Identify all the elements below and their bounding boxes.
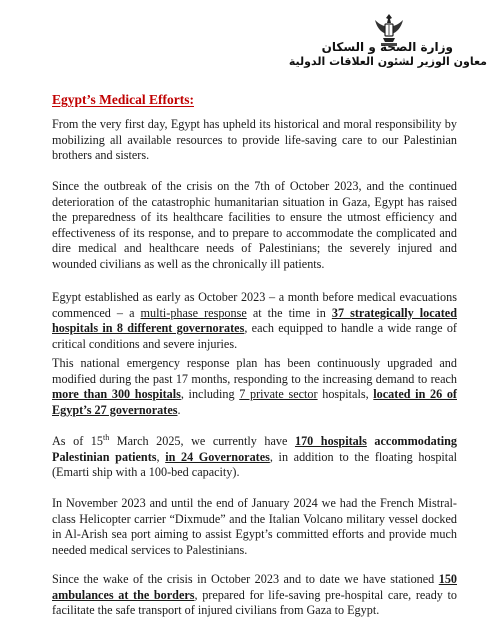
page-title: Egypt’s Medical Efforts: bbox=[52, 92, 194, 107]
paragraph-ambulances bbox=[52, 572, 457, 619]
highlighted-phrase: 37 strategically located hospitals in 8 different governorates bbox=[52, 305, 457, 336]
highlighted-phrase: 170 hospitals bbox=[294, 434, 367, 448]
underlined-phrase: 7 private sector bbox=[239, 387, 318, 402]
ministry-department: معاون الوزير لشئون العلاقات الدولية bbox=[288, 55, 487, 68]
bold-phrase: accommodating Palestinian patients bbox=[52, 434, 458, 464]
underlined-phrase: multi-phase response bbox=[140, 305, 247, 320]
text-run: hospitals, bbox=[317, 387, 374, 402]
paragraph-early-response bbox=[52, 290, 457, 352]
ordinal-suffix: th bbox=[102, 432, 110, 442]
paragraph-intro: From the very first day, Egypt has upheld its historical and moral responsibility by mobilizing all available resources to provide life-saving care to our Palestinian brothers and sisters. bbox=[52, 117, 457, 163]
highlighted-phrase: 150 ambulances at the borders bbox=[52, 572, 457, 602]
text-run: , in addition to the floating hospital (Emarti ship with a 100-bed capacity). bbox=[52, 449, 457, 480]
paragraph-outbreak: Since the outbreak of the crisis on the 7th of October 2023, and the continued deterioration of the catastrophic humanitarian situation in Gaza, Egypt has raised the preparedness of its healthcare facilities to ensure the utmost efficiency and effectiveness of its response, and to prepare to accommodate the complicated and dire medical and healthcare needs of Palestinians; the severely injured and wounded civilians as well as the chronically ill patients. bbox=[52, 179, 457, 271]
highlighted-phrase: located in 26 of Egypt’s 27 governorates bbox=[52, 387, 457, 417]
highlighted-phrase: in 24 Governorates bbox=[165, 449, 270, 464]
text-run: Egypt established as early as October 2023 – a month before medical evacuations commenced – a bbox=[52, 290, 457, 320]
paragraph-expansion bbox=[52, 356, 457, 418]
text-run: , each equipped to handle a wide range of critical conditions and severe injuries. bbox=[52, 321, 457, 351]
paragraph-current-status bbox=[52, 434, 457, 481]
text-run: Since the wake of the crisis in October 2023 and to date we have stationed bbox=[52, 572, 439, 586]
highlighted-phrase: more than 300 hospitals bbox=[52, 387, 181, 402]
text-run: . bbox=[177, 402, 181, 417]
ministry-name: وزارة الصحة و السكان bbox=[321, 40, 453, 54]
text-run: at the time in bbox=[246, 305, 332, 320]
text-run: This national emergency response plan has been continuously upgraded and modified during the past 17 months, responding to the increasing demand to reach bbox=[52, 356, 457, 386]
text-run: , prepared for life-saving pre-hospital care, ready to facilitate the safe transport of injured civilians from Gaza to Egypt. bbox=[52, 587, 457, 618]
ministry-header bbox=[287, 40, 487, 69]
paragraph-naval-support: In November 2023 and until the end of January 2024 we had the French Mistral-class Helicopter carrier “Dixmude” and the Italian Volcano military vessel docked in Al-Arish sea port aiming to assist Egypt’s committed efforts and provide much needed medical services to Palestinians. bbox=[52, 496, 457, 557]
text-run: , including bbox=[180, 387, 240, 402]
text-run: March 2025, we currently have bbox=[109, 434, 295, 448]
text-run: , bbox=[156, 449, 166, 464]
text-run: As of 15 bbox=[52, 434, 103, 448]
